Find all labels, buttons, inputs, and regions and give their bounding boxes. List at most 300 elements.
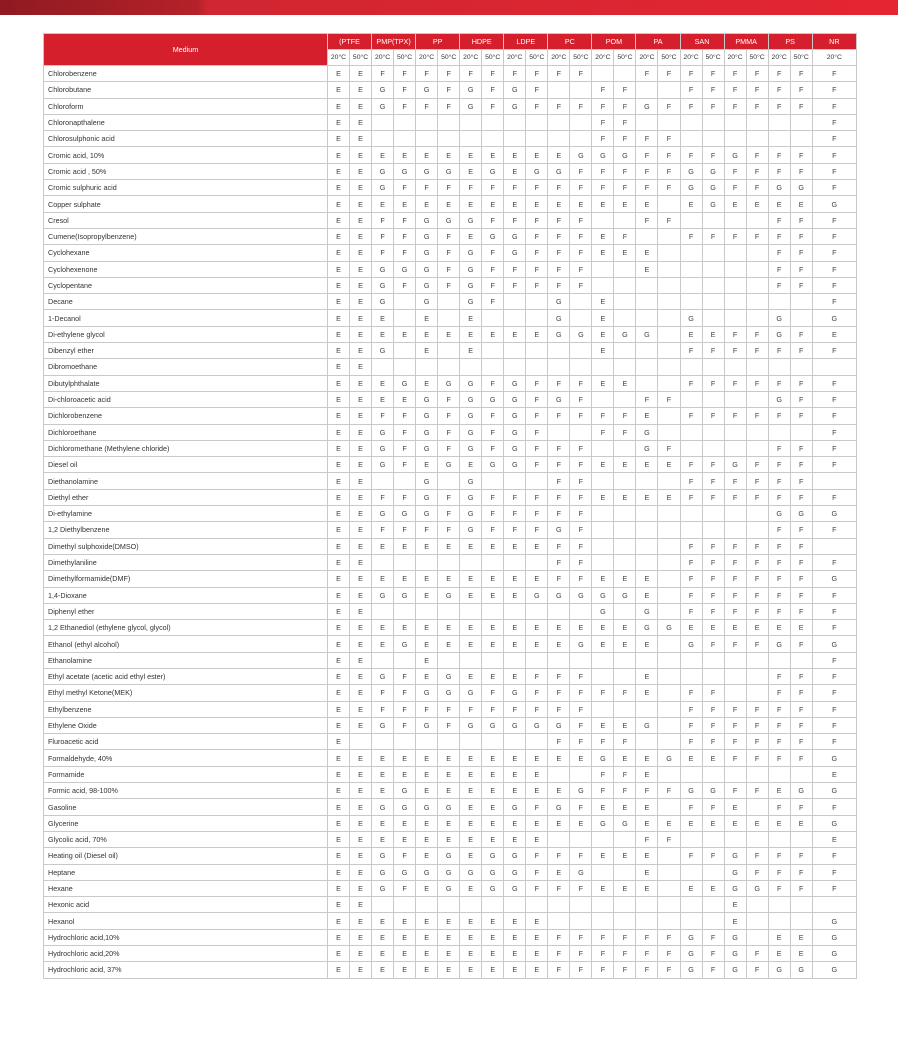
rating-cell: G bbox=[790, 180, 812, 196]
rating-cell: G bbox=[548, 310, 570, 326]
rating-cell: F bbox=[702, 717, 724, 733]
rating-cell bbox=[372, 603, 394, 619]
rating-cell: E bbox=[526, 946, 548, 962]
rating-cell: E bbox=[350, 180, 372, 196]
rating-cell: F bbox=[746, 457, 768, 473]
rating-cell: E bbox=[438, 815, 460, 831]
rating-cell: E bbox=[350, 294, 372, 310]
rating-cell: F bbox=[746, 848, 768, 864]
rating-cell bbox=[570, 603, 592, 619]
rating-cell bbox=[658, 717, 680, 733]
rating-cell: F bbox=[614, 783, 636, 799]
rating-cell bbox=[614, 522, 636, 538]
rating-cell: E bbox=[592, 196, 614, 212]
rating-cell bbox=[680, 652, 702, 668]
rating-cell: G bbox=[724, 457, 746, 473]
rating-cell: E bbox=[636, 766, 658, 782]
rating-cell: F bbox=[636, 180, 658, 196]
rating-cell bbox=[724, 359, 746, 375]
rating-cell bbox=[526, 652, 548, 668]
rating-cell: F bbox=[702, 473, 724, 489]
rating-cell: G bbox=[504, 864, 526, 880]
table-row bbox=[44, 196, 857, 212]
rating-cell bbox=[746, 245, 768, 261]
rating-cell: E bbox=[526, 831, 548, 847]
rating-cell: G bbox=[614, 815, 636, 831]
rating-cell bbox=[416, 734, 438, 750]
rating-cell: G bbox=[790, 962, 812, 978]
rating-cell: F bbox=[768, 864, 790, 880]
rating-cell: E bbox=[350, 783, 372, 799]
rating-cell: E bbox=[394, 962, 416, 978]
rating-cell: E bbox=[438, 831, 460, 847]
rating-cell: E bbox=[327, 554, 349, 570]
rating-cell bbox=[592, 652, 614, 668]
rating-cell: F bbox=[790, 163, 812, 179]
rating-cell: F bbox=[812, 701, 856, 717]
rating-cell: G bbox=[680, 783, 702, 799]
rating-cell bbox=[636, 652, 658, 668]
table-row bbox=[44, 408, 857, 424]
rating-cell: E bbox=[548, 783, 570, 799]
rating-cell: F bbox=[702, 408, 724, 424]
rating-cell: F bbox=[438, 440, 460, 456]
chemical-resistance-table bbox=[43, 33, 857, 979]
rating-cell: F bbox=[372, 245, 394, 261]
rating-cell bbox=[614, 212, 636, 228]
rating-cell bbox=[724, 294, 746, 310]
rating-cell: E bbox=[327, 636, 349, 652]
rating-cell: F bbox=[724, 408, 746, 424]
rating-cell: F bbox=[526, 489, 548, 505]
rating-cell: E bbox=[350, 636, 372, 652]
rating-cell bbox=[680, 522, 702, 538]
rating-cell: G bbox=[812, 913, 856, 929]
rating-cell: F bbox=[570, 98, 592, 114]
rating-cell bbox=[746, 114, 768, 130]
rating-cell: G bbox=[460, 294, 482, 310]
table-row bbox=[44, 766, 857, 782]
material-header: PS bbox=[768, 34, 812, 50]
rating-cell: E bbox=[592, 375, 614, 391]
rating-cell: E bbox=[372, 375, 394, 391]
rating-cell: G bbox=[372, 424, 394, 440]
rating-cell bbox=[548, 831, 570, 847]
rating-cell bbox=[570, 343, 592, 359]
material-header: POM bbox=[592, 34, 636, 50]
rating-cell: E bbox=[658, 489, 680, 505]
rating-cell: F bbox=[790, 864, 812, 880]
rating-cell bbox=[416, 114, 438, 130]
rating-cell: E bbox=[746, 815, 768, 831]
rating-cell: G bbox=[702, 783, 724, 799]
rating-cell: E bbox=[526, 750, 548, 766]
rating-cell: F bbox=[746, 636, 768, 652]
rating-cell: E bbox=[504, 962, 526, 978]
temp-header: 20°C bbox=[548, 50, 570, 66]
rating-cell: G bbox=[812, 571, 856, 587]
temp-header: 50°C bbox=[658, 50, 680, 66]
rating-cell: G bbox=[372, 799, 394, 815]
rating-cell bbox=[504, 473, 526, 489]
rating-cell bbox=[724, 522, 746, 538]
rating-cell: F bbox=[482, 408, 504, 424]
rating-cell bbox=[636, 82, 658, 98]
rating-cell: G bbox=[504, 799, 526, 815]
rating-cell: F bbox=[548, 212, 570, 228]
rating-cell: E bbox=[438, 326, 460, 342]
rating-cell: E bbox=[526, 326, 548, 342]
rating-cell: E bbox=[350, 864, 372, 880]
rating-cell bbox=[746, 799, 768, 815]
rating-cell: E bbox=[592, 489, 614, 505]
medium-name: Diethanolamine bbox=[44, 473, 328, 489]
rating-cell: F bbox=[438, 82, 460, 98]
rating-cell: E bbox=[350, 701, 372, 717]
medium-name: Cresol bbox=[44, 212, 328, 228]
rating-cell bbox=[702, 652, 724, 668]
rating-cell: E bbox=[482, 815, 504, 831]
rating-cell: F bbox=[636, 946, 658, 962]
rating-cell: F bbox=[746, 750, 768, 766]
medium-name: Chloronapthalene bbox=[44, 114, 328, 130]
rating-cell bbox=[746, 277, 768, 293]
rating-cell bbox=[526, 131, 548, 147]
rating-cell: E bbox=[460, 310, 482, 326]
rating-cell bbox=[812, 538, 856, 554]
rating-cell: F bbox=[482, 522, 504, 538]
rating-cell: G bbox=[812, 962, 856, 978]
rating-cell: F bbox=[394, 228, 416, 244]
rating-cell: F bbox=[680, 717, 702, 733]
rating-cell: E bbox=[327, 668, 349, 684]
rating-cell: E bbox=[350, 717, 372, 733]
rating-cell: G bbox=[548, 326, 570, 342]
rating-cell bbox=[636, 114, 658, 130]
rating-cell: G bbox=[460, 522, 482, 538]
rating-cell: F bbox=[746, 163, 768, 179]
rating-cell: E bbox=[680, 326, 702, 342]
rating-cell: G bbox=[592, 815, 614, 831]
temp-header: 20°C bbox=[724, 50, 746, 66]
rating-cell: E bbox=[372, 929, 394, 945]
rating-cell bbox=[658, 326, 680, 342]
rating-cell: E bbox=[614, 636, 636, 652]
rating-cell: E bbox=[482, 831, 504, 847]
rating-cell: E bbox=[548, 750, 570, 766]
rating-cell: F bbox=[746, 180, 768, 196]
rating-cell: G bbox=[812, 929, 856, 945]
rating-cell bbox=[394, 114, 416, 130]
rating-cell bbox=[438, 652, 460, 668]
rating-cell: F bbox=[416, 98, 438, 114]
rating-cell bbox=[702, 261, 724, 277]
rating-cell: G bbox=[372, 848, 394, 864]
rating-cell bbox=[570, 831, 592, 847]
rating-cell bbox=[658, 82, 680, 98]
rating-cell bbox=[790, 831, 812, 847]
rating-cell: F bbox=[658, 212, 680, 228]
rating-cell bbox=[680, 897, 702, 913]
rating-cell: F bbox=[614, 228, 636, 244]
rating-cell: F bbox=[482, 180, 504, 196]
rating-cell: F bbox=[636, 929, 658, 945]
rating-cell: F bbox=[416, 522, 438, 538]
rating-cell bbox=[636, 913, 658, 929]
rating-cell: E bbox=[504, 946, 526, 962]
rating-cell: F bbox=[702, 734, 724, 750]
rating-cell: F bbox=[790, 554, 812, 570]
rating-cell: E bbox=[504, 831, 526, 847]
rating-cell: E bbox=[350, 668, 372, 684]
rating-cell: E bbox=[350, 66, 372, 82]
medium-name: Hydrochloric acid,10% bbox=[44, 929, 328, 945]
rating-cell bbox=[394, 359, 416, 375]
material-header: HDPE bbox=[460, 34, 504, 50]
rating-cell bbox=[548, 603, 570, 619]
table-row bbox=[44, 424, 857, 440]
rating-cell bbox=[746, 359, 768, 375]
rating-cell: E bbox=[350, 82, 372, 98]
rating-cell bbox=[460, 897, 482, 913]
rating-cell bbox=[658, 506, 680, 522]
rating-cell bbox=[724, 766, 746, 782]
rating-cell: F bbox=[526, 799, 548, 815]
rating-cell: G bbox=[416, 408, 438, 424]
rating-cell: E bbox=[438, 538, 460, 554]
rating-cell: E bbox=[350, 310, 372, 326]
rating-cell: F bbox=[526, 457, 548, 473]
rating-cell: G bbox=[504, 408, 526, 424]
rating-cell bbox=[724, 310, 746, 326]
rating-cell: E bbox=[614, 848, 636, 864]
rating-cell bbox=[438, 603, 460, 619]
rating-cell bbox=[592, 538, 614, 554]
rating-cell: F bbox=[724, 489, 746, 505]
rating-cell bbox=[680, 831, 702, 847]
rating-cell bbox=[636, 359, 658, 375]
rating-cell: F bbox=[592, 766, 614, 782]
rating-cell: E bbox=[702, 880, 724, 896]
rating-cell: E bbox=[372, 571, 394, 587]
rating-cell: F bbox=[812, 880, 856, 896]
rating-cell bbox=[658, 538, 680, 554]
rating-cell: F bbox=[768, 473, 790, 489]
temp-header: 20°C bbox=[460, 50, 482, 66]
rating-cell: E bbox=[460, 799, 482, 815]
rating-cell: E bbox=[372, 310, 394, 326]
rating-cell: E bbox=[460, 783, 482, 799]
rating-cell: E bbox=[702, 815, 724, 831]
rating-cell: F bbox=[570, 245, 592, 261]
rating-cell: F bbox=[526, 98, 548, 114]
rating-cell bbox=[438, 359, 460, 375]
medium-name: Hexonic acid bbox=[44, 897, 328, 913]
rating-cell: F bbox=[636, 163, 658, 179]
rating-cell: E bbox=[460, 815, 482, 831]
rating-cell: F bbox=[768, 440, 790, 456]
rating-cell: E bbox=[592, 620, 614, 636]
rating-cell bbox=[702, 766, 724, 782]
rating-cell: G bbox=[702, 196, 724, 212]
rating-cell: F bbox=[548, 880, 570, 896]
temp-header: 50°C bbox=[790, 50, 812, 66]
rating-cell: G bbox=[438, 587, 460, 603]
rating-cell: F bbox=[548, 489, 570, 505]
rating-cell: E bbox=[460, 946, 482, 962]
rating-cell bbox=[482, 131, 504, 147]
rating-cell: F bbox=[394, 685, 416, 701]
rating-cell: E bbox=[327, 245, 349, 261]
rating-cell: F bbox=[526, 245, 548, 261]
rating-cell: G bbox=[504, 880, 526, 896]
rating-cell: E bbox=[592, 880, 614, 896]
rating-cell bbox=[658, 228, 680, 244]
rating-cell: E bbox=[350, 473, 372, 489]
rating-cell: E bbox=[350, 799, 372, 815]
rating-cell: E bbox=[526, 913, 548, 929]
medium-name: Di-ethylene glycol bbox=[44, 326, 328, 342]
rating-cell bbox=[658, 294, 680, 310]
rating-cell: G bbox=[460, 375, 482, 391]
rating-cell: E bbox=[460, 571, 482, 587]
rating-cell: E bbox=[614, 717, 636, 733]
rating-cell: F bbox=[526, 668, 548, 684]
rating-cell: E bbox=[416, 913, 438, 929]
rating-cell: E bbox=[350, 326, 372, 342]
rating-cell: G bbox=[372, 864, 394, 880]
table-row bbox=[44, 701, 857, 717]
rating-cell: G bbox=[570, 783, 592, 799]
rating-cell bbox=[680, 245, 702, 261]
rating-cell: F bbox=[746, 98, 768, 114]
rating-cell bbox=[548, 131, 570, 147]
temp-header: 50°C bbox=[438, 50, 460, 66]
rating-cell bbox=[614, 66, 636, 82]
rating-cell: F bbox=[394, 277, 416, 293]
table-row bbox=[44, 587, 857, 603]
rating-cell bbox=[570, 131, 592, 147]
rating-cell: E bbox=[460, 750, 482, 766]
rating-cell: F bbox=[614, 929, 636, 945]
rating-cell: F bbox=[438, 391, 460, 407]
rating-cell: E bbox=[350, 163, 372, 179]
rating-cell: F bbox=[746, 326, 768, 342]
rating-cell: G bbox=[680, 310, 702, 326]
rating-cell bbox=[526, 473, 548, 489]
rating-cell: E bbox=[416, 766, 438, 782]
rating-cell: F bbox=[746, 946, 768, 962]
rating-cell: F bbox=[658, 163, 680, 179]
rating-cell: E bbox=[416, 880, 438, 896]
rating-cell: G bbox=[416, 245, 438, 261]
medium-name: Dibromoethane bbox=[44, 359, 328, 375]
rating-cell: F bbox=[812, 489, 856, 505]
rating-cell: F bbox=[658, 440, 680, 456]
rating-cell: G bbox=[372, 668, 394, 684]
rating-cell bbox=[768, 913, 790, 929]
rating-cell: F bbox=[790, 277, 812, 293]
rating-cell bbox=[504, 294, 526, 310]
rating-cell: F bbox=[592, 783, 614, 799]
rating-cell: F bbox=[790, 489, 812, 505]
rating-cell: E bbox=[350, 538, 372, 554]
rating-cell: G bbox=[702, 163, 724, 179]
rating-cell: G bbox=[416, 391, 438, 407]
rating-cell: E bbox=[327, 98, 349, 114]
rating-cell: F bbox=[658, 831, 680, 847]
rating-cell: E bbox=[526, 929, 548, 945]
rating-cell: E bbox=[526, 815, 548, 831]
rating-cell: G bbox=[680, 946, 702, 962]
rating-cell bbox=[636, 310, 658, 326]
rating-cell bbox=[548, 652, 570, 668]
rating-cell: E bbox=[658, 815, 680, 831]
rating-cell bbox=[592, 277, 614, 293]
rating-cell: F bbox=[724, 750, 746, 766]
rating-cell: E bbox=[327, 652, 349, 668]
rating-cell: E bbox=[614, 196, 636, 212]
rating-cell bbox=[658, 408, 680, 424]
rating-cell: F bbox=[812, 652, 856, 668]
medium-name: 1,2 Ethanediol (ethylene glycol, glycol) bbox=[44, 620, 328, 636]
rating-cell: F bbox=[526, 685, 548, 701]
rating-cell: F bbox=[394, 245, 416, 261]
table-row bbox=[44, 962, 857, 978]
rating-cell: F bbox=[790, 147, 812, 163]
rating-cell bbox=[482, 310, 504, 326]
rating-cell: F bbox=[812, 522, 856, 538]
rating-cell bbox=[526, 294, 548, 310]
rating-cell: E bbox=[372, 636, 394, 652]
rating-cell: F bbox=[394, 424, 416, 440]
rating-cell: F bbox=[812, 277, 856, 293]
rating-cell: F bbox=[746, 375, 768, 391]
rating-cell: G bbox=[416, 864, 438, 880]
table-row bbox=[44, 929, 857, 945]
rating-cell bbox=[394, 310, 416, 326]
rating-cell: E bbox=[327, 522, 349, 538]
rating-cell bbox=[746, 424, 768, 440]
rating-cell: G bbox=[680, 962, 702, 978]
rating-cell bbox=[636, 294, 658, 310]
rating-cell: E bbox=[416, 343, 438, 359]
rating-cell: E bbox=[372, 326, 394, 342]
rating-cell bbox=[460, 652, 482, 668]
rating-cell: F bbox=[570, 538, 592, 554]
rating-cell: E bbox=[394, 750, 416, 766]
rating-cell: E bbox=[350, 620, 372, 636]
rating-cell: G bbox=[658, 620, 680, 636]
rating-cell: F bbox=[812, 212, 856, 228]
rating-cell: F bbox=[812, 799, 856, 815]
header-band bbox=[0, 0, 898, 15]
rating-cell: E bbox=[327, 799, 349, 815]
rating-cell: G bbox=[372, 717, 394, 733]
rating-cell bbox=[702, 245, 724, 261]
rating-cell bbox=[570, 897, 592, 913]
rating-cell: E bbox=[790, 196, 812, 212]
rating-cell: F bbox=[724, 734, 746, 750]
rating-cell: F bbox=[570, 457, 592, 473]
table-row bbox=[44, 522, 857, 538]
rating-cell: E bbox=[768, 929, 790, 945]
medium-name: Decane bbox=[44, 294, 328, 310]
rating-cell bbox=[548, 897, 570, 913]
rating-cell: E bbox=[614, 620, 636, 636]
rating-cell bbox=[394, 294, 416, 310]
rating-cell bbox=[724, 668, 746, 684]
